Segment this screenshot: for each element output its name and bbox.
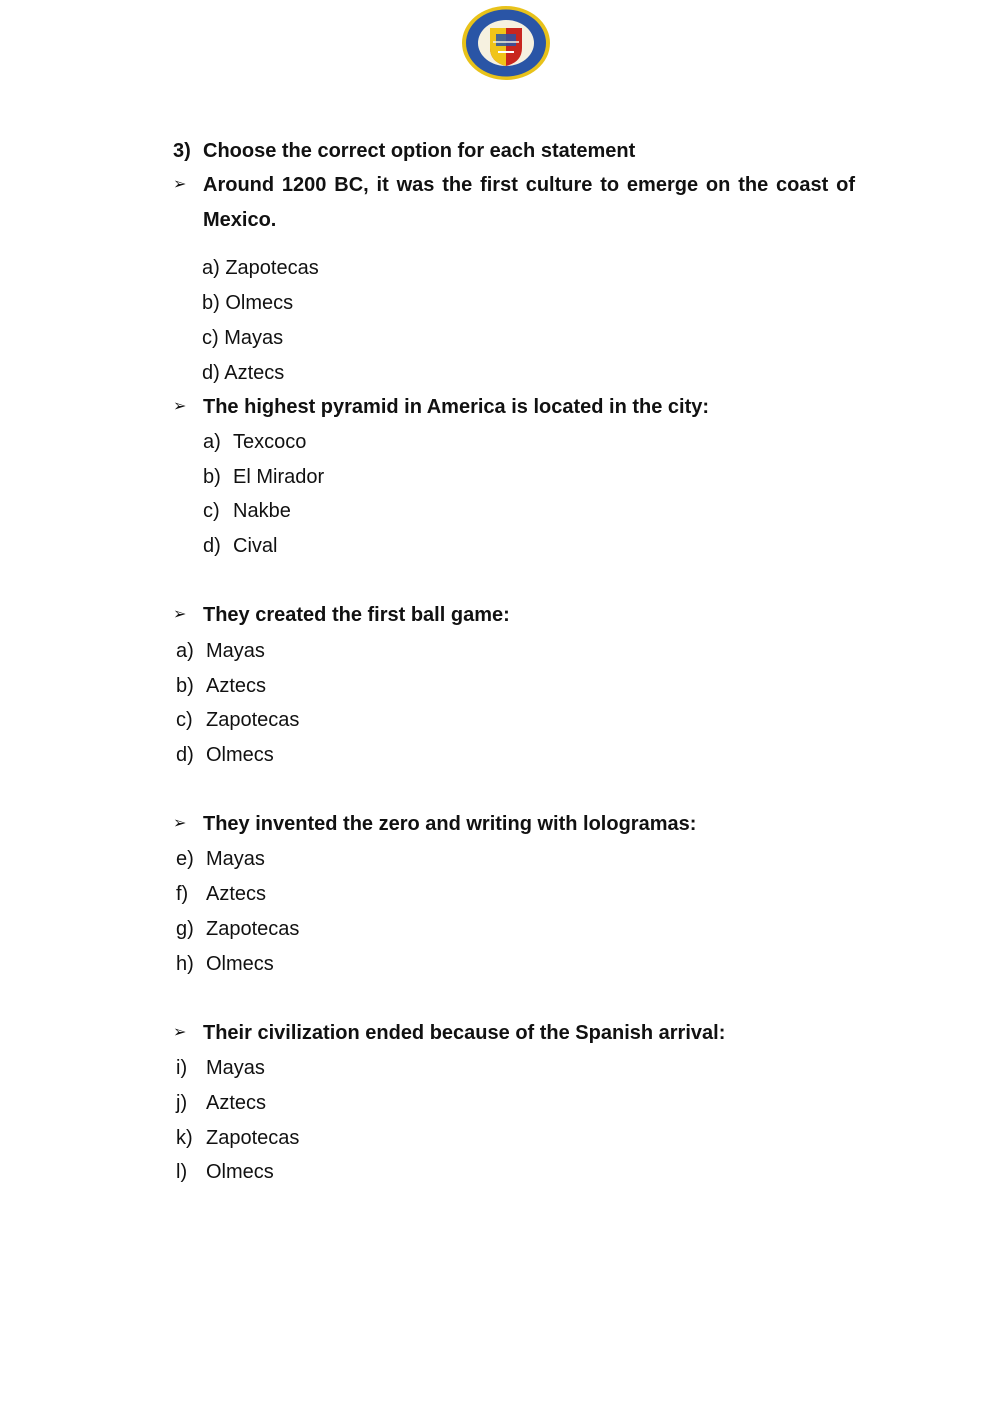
question-4-text: They invented the zero and writing with lologramas: (203, 813, 697, 835)
question-1-text-line2: Mexico. (203, 209, 277, 231)
question-5-option[interactable]: Olmecs (206, 1161, 274, 1183)
question-4-option-letter: g) (176, 918, 194, 940)
question-1-option[interactable]: c) Mayas (202, 327, 284, 349)
question-1-option[interactable]: a) Zapotecas (202, 257, 319, 279)
question-1-option[interactable]: d) Aztecs (202, 362, 285, 384)
question-5-option-letter: j) (176, 1092, 188, 1114)
question-2-option-letter: d) (203, 535, 221, 557)
bullet-arrow-icon: ➢ (173, 398, 187, 415)
question-4-option-letter: e) (176, 848, 194, 870)
question-3-option[interactable]: Zapotecas (206, 709, 300, 731)
question-5-option[interactable]: Zapotecas (206, 1127, 300, 1149)
question-2-option[interactable]: Nakbe (233, 500, 291, 522)
question-4-option[interactable]: Olmecs (206, 953, 274, 975)
question-3-option[interactable]: Olmecs (206, 744, 274, 766)
question-2-option-letter: b) (203, 466, 221, 488)
question-3-option-letter: b) (176, 675, 194, 697)
question-4-option[interactable]: Mayas (206, 848, 265, 870)
question-2-option-letter: a) (203, 431, 221, 453)
question-5-option-letter: l) (176, 1161, 188, 1183)
question-1-text-line1: Around 1200 BC, it was the first culture to emerge on the coast of (203, 174, 855, 196)
section-title: Choose the correct option for each statement (203, 140, 636, 162)
question-2-option[interactable]: Texcoco (233, 431, 307, 453)
question-5-option[interactable]: Aztecs (206, 1092, 267, 1114)
question-4-option-letter: f) (176, 883, 189, 905)
question-4-option[interactable]: Aztecs (206, 883, 267, 905)
bullet-arrow-icon: ➢ (173, 606, 187, 623)
question-4-option-letter: h) (176, 953, 194, 975)
question-5-option[interactable]: Mayas (206, 1057, 265, 1079)
question-3-option-letter: c) (176, 709, 193, 731)
question-5-option-letter: k) (176, 1127, 193, 1149)
section-number: 3) (173, 140, 191, 162)
bullet-arrow-icon: ➢ (173, 176, 187, 193)
school-logo (460, 4, 552, 82)
question-4-option[interactable]: Zapotecas (206, 918, 300, 940)
question-3-option-letter: a) (176, 640, 194, 662)
question-3-option[interactable]: Aztecs (206, 675, 267, 697)
question-2-text: The highest pyramid in America is located in the city: (203, 396, 710, 418)
bullet-arrow-icon: ➢ (173, 815, 187, 832)
question-2-option-letter: c) (203, 500, 220, 522)
question-2-option[interactable]: Cival (233, 535, 278, 557)
question-1-option[interactable]: b) Olmecs (202, 292, 294, 314)
question-5-text: Their civilization ended because of the Spanish arrival: (203, 1022, 726, 1044)
question-3-option-letter: d) (176, 744, 194, 766)
question-5-option-letter: i) (176, 1057, 188, 1079)
question-2-option[interactable]: El Mirador (233, 466, 325, 488)
bullet-arrow-icon: ➢ (173, 1024, 187, 1041)
question-3-option[interactable]: Mayas (206, 640, 265, 662)
question-3-text: They created the first ball game: (203, 604, 510, 626)
